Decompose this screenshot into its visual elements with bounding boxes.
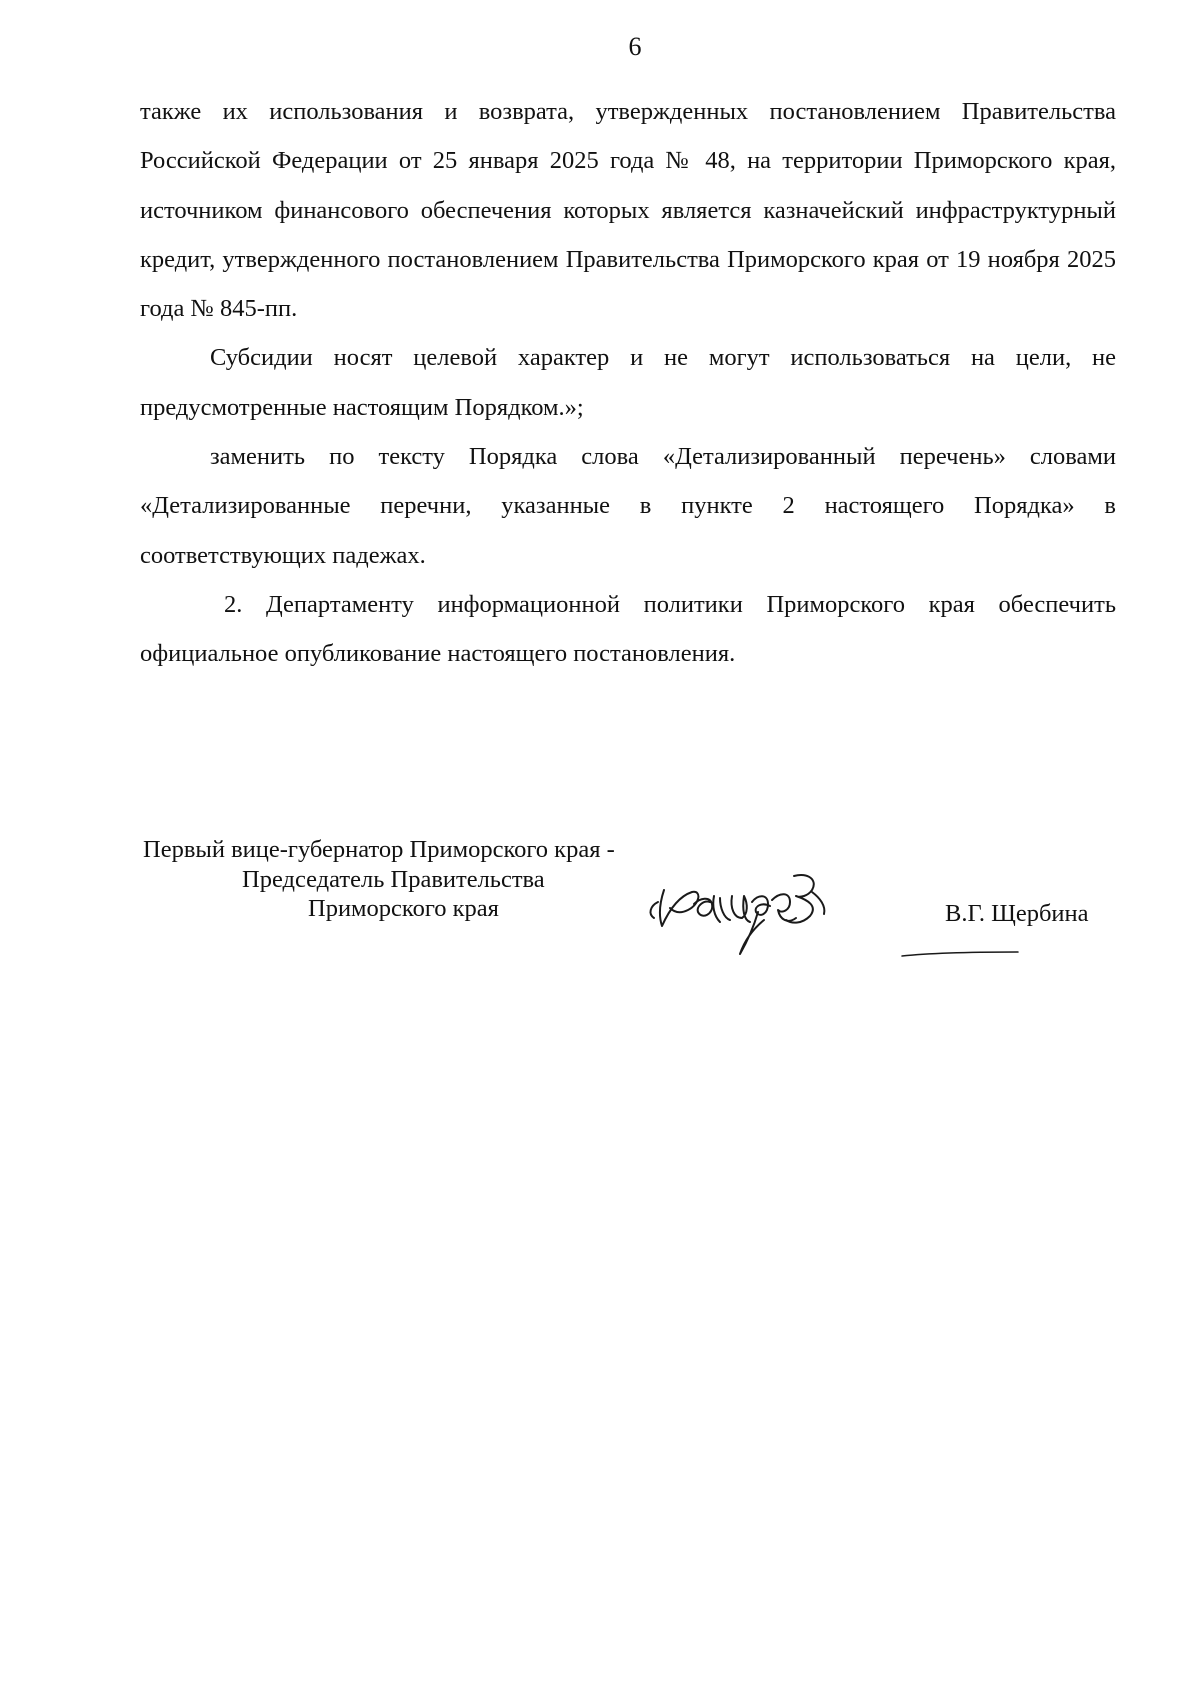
paragraph-continuation: также их использования и возврата, утвержденных постановлением Правительства Российской Федерации от 25 января 2025 года № 48, на территории Приморского края, источником финансового обеспечения которых является казначейский инфраструктурный кредит, утвержденного постановлением Правительства Приморского края от 19 ноября 2025 года № 845-пп. bbox=[140, 98, 1116, 323]
position-line-3: Приморского края bbox=[308, 895, 499, 922]
position-line-1: Первый вице-губернатор Приморского края - bbox=[143, 836, 615, 863]
document-body bbox=[140, 87, 1116, 679]
paragraph-item-2-publication: 2. Департаменту информационной политики Приморского края обеспечить официальное опубликование настоящего постановления. bbox=[140, 590, 1116, 668]
paragraph-subsidies-purpose: Субсидии носят целевой характер и не могут использоваться на цели, не предусмотренные настоящим Порядком.»; bbox=[140, 344, 1116, 421]
position-line-2: Председатель Правительства bbox=[242, 865, 545, 893]
page-number: 6 bbox=[628, 32, 642, 61]
signature-underline bbox=[900, 950, 1020, 958]
paragraph-replace-wording: заменить по тексту Порядка слова «Детализированный перечень» словами «Детализированные перечни, указанные в пункте 2 настоящего Порядка» в соответствующих падежах. bbox=[140, 443, 1116, 569]
signatory-position bbox=[140, 835, 720, 924]
handwritten-signature bbox=[640, 862, 900, 962]
signer-name: В.Г. Щербина bbox=[945, 900, 1089, 927]
